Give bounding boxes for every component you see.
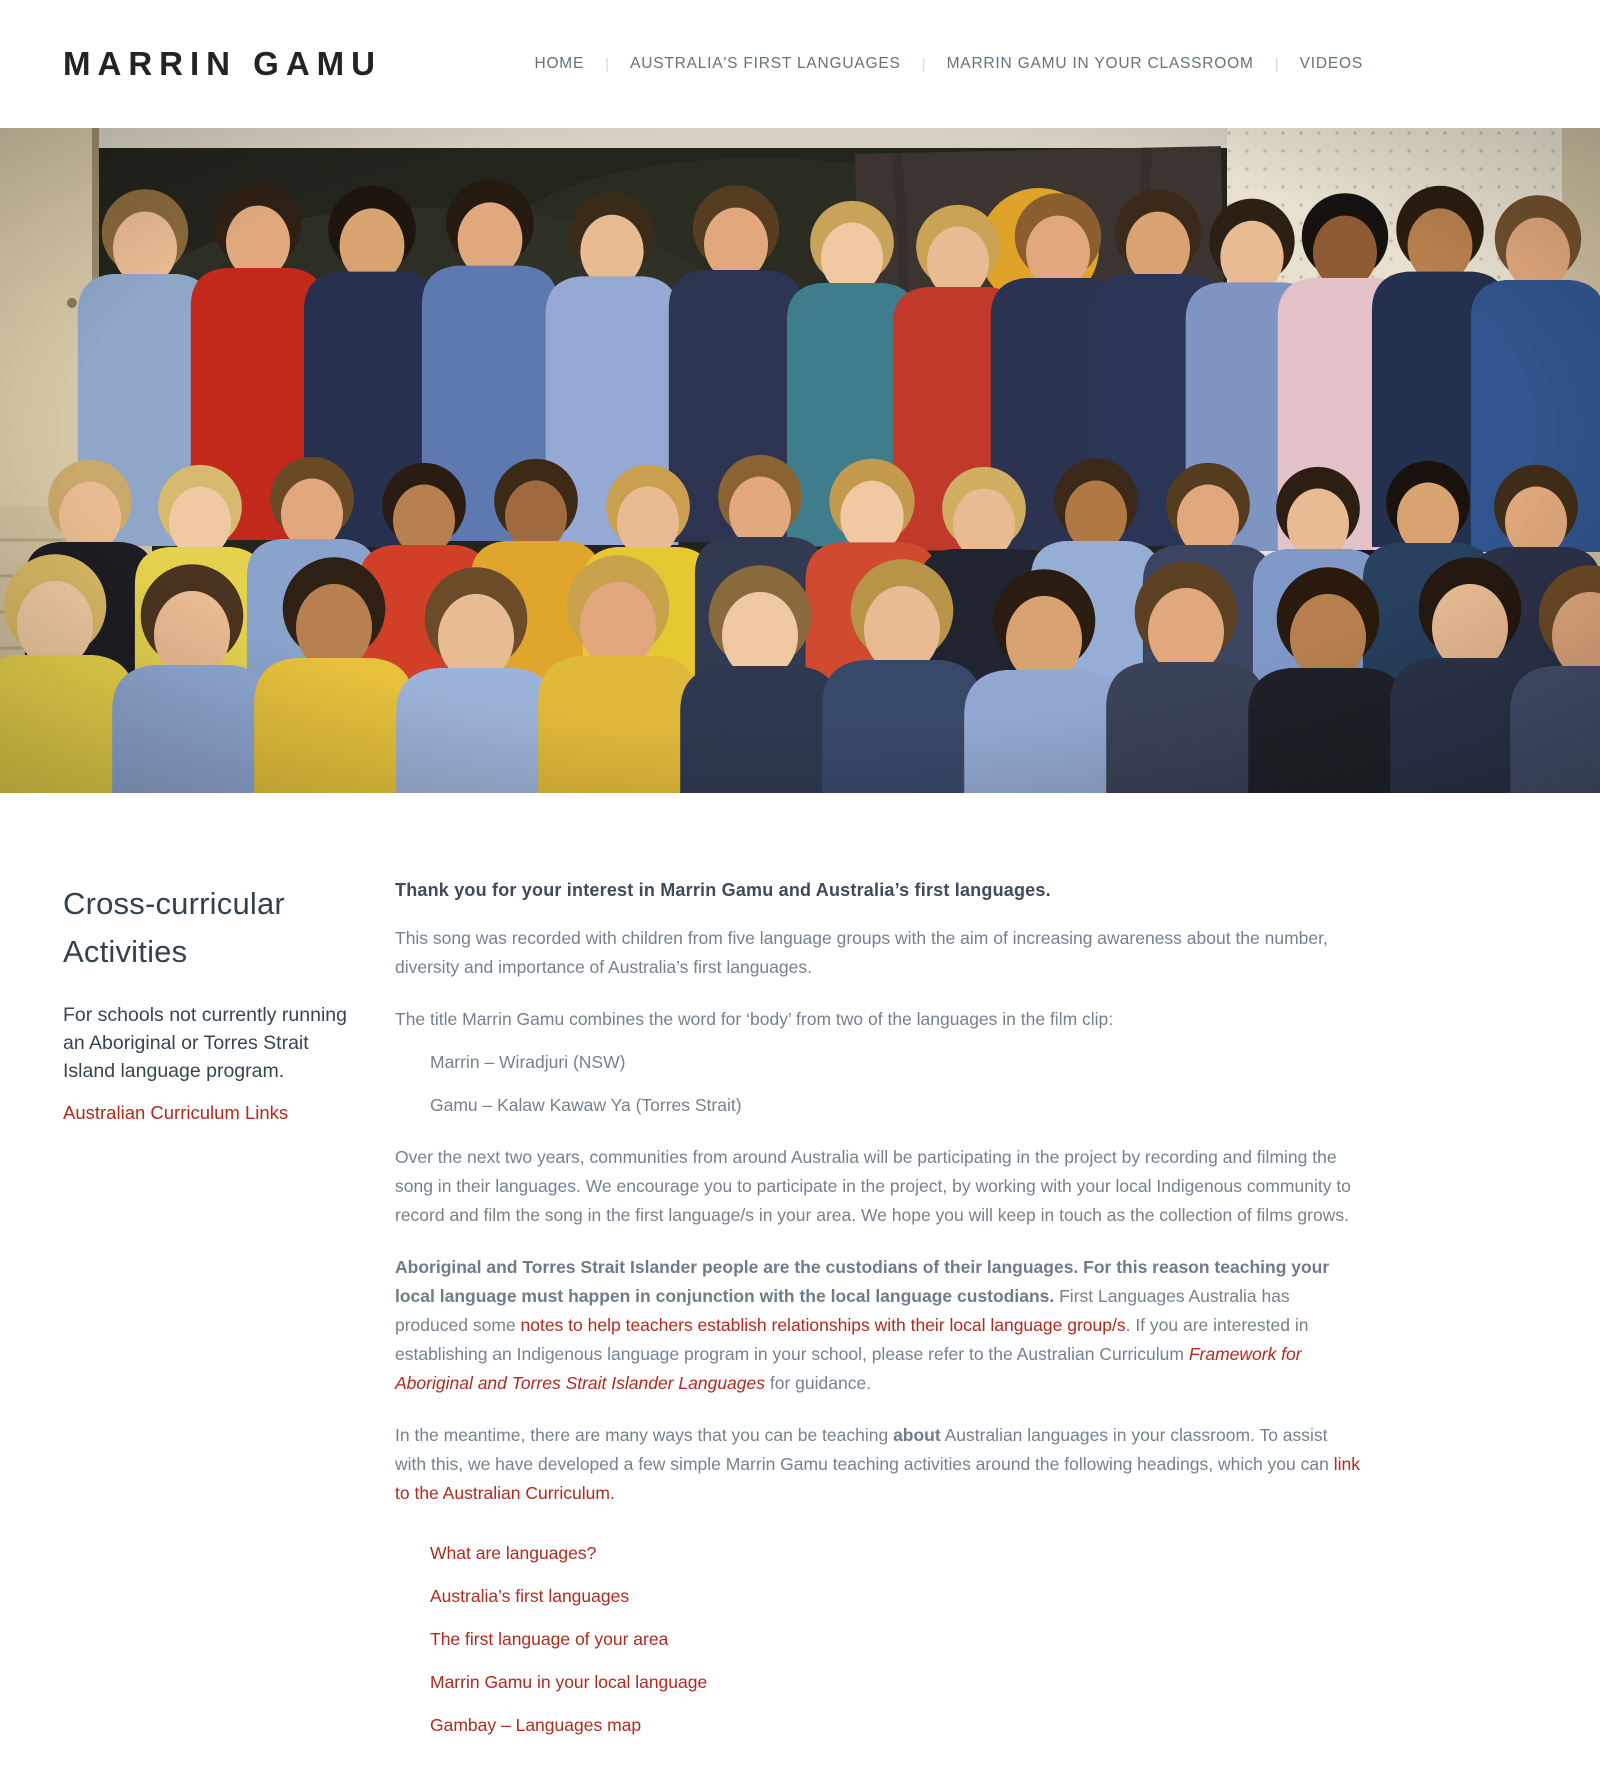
paragraph-title-meaning: The title Marrin Gamu combines the word for ‘body’ from two of the languages in the film clip: xyxy=(395,1009,1114,1029)
curriculum-links-link[interactable]: Australian Curriculum Links xyxy=(63,1102,289,1123)
page-title: Cross-curricular Activities xyxy=(63,886,285,969)
custodians-text-3: for guidance. xyxy=(765,1373,872,1393)
link-what-are-languages[interactable]: What are languages? xyxy=(430,1543,597,1563)
custodians-bold-text: Aboriginal and Torres Strait Islander people are the custodians of their languages. For this reason teaching your local language must happen in conjunction with the local language custodians. xyxy=(395,1257,1330,1306)
nav-separator: | xyxy=(921,55,926,73)
site-header xyxy=(0,0,1600,128)
custodians-text-1: First Languages Australia has produced some xyxy=(395,1286,1290,1335)
link-first-language-of-area[interactable]: The first language of your area xyxy=(430,1629,669,1649)
site-logo[interactable]: MARRIN GAMU xyxy=(63,45,382,82)
meantime-bold-about: about xyxy=(893,1425,941,1445)
nav-item-classroom[interactable]: MARRIN GAMU IN YOUR CLASSROOM xyxy=(946,55,1254,72)
main-column xyxy=(395,880,1360,1740)
curriculum-inline-link[interactable]: link to the Australian Curriculum. xyxy=(395,1454,1360,1503)
sidebar-intro: For schools not currently running an Aboriginal or Torres Strait Island language program. xyxy=(63,1004,347,1082)
nav-item-home[interactable]: HOME xyxy=(534,55,585,72)
hero-video-still xyxy=(0,128,1600,793)
nav-item-videos[interactable]: VIDEOS xyxy=(1299,55,1363,72)
link-marrin-gamu-local-language[interactable]: Marrin Gamu in your local language xyxy=(430,1672,708,1692)
link-australias-first-languages[interactable]: Australia’s first languages xyxy=(430,1586,630,1606)
line-marrin-wiradjuri: Marrin – Wiradjuri (NSW) xyxy=(430,1052,626,1072)
nav-separator: | xyxy=(605,55,610,73)
paragraph-custodians xyxy=(395,1253,1360,1398)
paragraph-next-two-years: Over the next two years, communities from around Australia will be participating in the project by recording and filming the song in their languages. We encourage you to participate in the project, by working with your local Indigenous community to record and film the song in the first language/s in your area. We hope you will keep in touch as the collection of films grows. xyxy=(395,1147,1351,1225)
nav-item-first-languages[interactable]: AUSTRALIA'S FIRST LANGUAGES xyxy=(630,55,901,72)
thank-you-heading: Thank you for your interest in Marrin Gamu and Australia’s first languages. xyxy=(395,880,1051,900)
nav-separator: | xyxy=(1274,55,1279,73)
link-gambay-languages-map[interactable]: Gambay – Languages map xyxy=(430,1715,642,1735)
meantime-text-2: Australian languages in your classroom. To assist with this, we have developed a few simple Marrin Gamu teaching activities around the following headings, which you can xyxy=(395,1425,1334,1474)
custodians-text-2: . If you are interested in establishing an Indigenous language program in your school, please refer to the Australian Curriculum xyxy=(395,1315,1309,1364)
notes-link[interactable]: notes to help teachers establish relationships with their local language group/s xyxy=(520,1315,1126,1335)
meantime-text-1: In the meantime, there are many ways that you can be teaching xyxy=(395,1425,894,1445)
main-nav xyxy=(534,55,1363,73)
page-content xyxy=(0,793,1600,1740)
paragraph-meantime xyxy=(395,1421,1360,1508)
sidebar xyxy=(63,880,363,1740)
framework-link[interactable]: Framework for Aboriginal and Torres Strait Islander Languages xyxy=(395,1344,1302,1393)
line-gamu-kalaw: Gamu – Kalaw Kawaw Ya (Torres Strait) xyxy=(430,1095,742,1115)
paragraph-song-recorded: This song was recorded with children from five language groups with the aim of increasing awareness about the number, diversity and importance of Australia’s first languages. xyxy=(395,928,1328,977)
activity-links xyxy=(395,1539,1360,1740)
